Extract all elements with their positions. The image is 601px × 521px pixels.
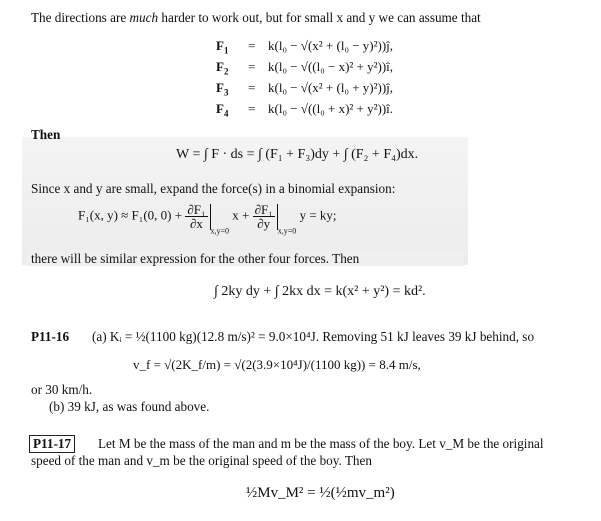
eval-point-1: x,y=0 — [210, 226, 230, 236]
binomial-text: Since x and y are small, expand the force(s) in a binomial expansion: — [31, 181, 396, 196]
force-label-1: $F_1$ — [216, 38, 229, 56]
expansion-lhs: F₁(x, y) ≈ F₁(0, 0) + — [78, 207, 183, 223]
force-rhs-2: k(l₀ − √((l₀ − x)² + y²))î, — [268, 59, 394, 74]
equals-sign-1: = — [248, 38, 256, 53]
eval-point-2: x,y=0 — [277, 226, 297, 236]
force-label-2: $F_2$ — [216, 59, 229, 77]
force-label-3: $F_3$ — [216, 80, 229, 98]
equals-sign-3: = — [248, 80, 256, 95]
expansion-mid: x + — [232, 207, 250, 223]
energy-equation: ½Mv_M² = ½(½mv_m²) — [246, 485, 395, 501]
partial-y: $\frac{\text{∂F₁}}{\partial y}$ — [254, 202, 273, 231]
p11-17-line-2: speed of the man and v_m be the original speed of the boy. Then — [31, 453, 372, 468]
partial-x: $\frac{\text{∂F₁}}{\partial x}$ — [187, 202, 206, 231]
part-b-line: (b) 39 kJ, as was found above. — [49, 399, 210, 414]
intro-emphasis: much — [129, 10, 159, 25]
p11-16-line: (a) Kᵢ = ½(1100 kg)(12.8 m/s)² = 9.0×10⁴J. Removing 51 kJ leaves 39 kJ behind, so — [92, 329, 535, 344]
force-rhs-1: k(l₀ − √(x² + (l₀ − y)²))ĵ, — [268, 38, 394, 53]
p11-17-line-1: Let M be the mass of the man and m be the mass of the boy. Let v_M be the original — [98, 436, 544, 451]
intro-text-b: harder to work out, but for small x and y we can assume that — [161, 10, 481, 25]
similar-text: there will be similar expression for the other four forces. Then — [31, 251, 360, 266]
equals-sign-2: = — [248, 59, 256, 74]
kmh-line: or 30 km/h. — [31, 382, 93, 397]
equals-sign-4: = — [248, 101, 256, 116]
problem-label-p11-16: P11-16 — [31, 329, 70, 344]
intro-line — [31, 10, 481, 26]
problem-label-p11-17: P11-17 — [29, 435, 75, 453]
expansion-equation — [78, 203, 337, 235]
then-label: Then — [31, 127, 61, 142]
velocity-equation: v_f = √(2K_f/m) = √(2(3.9×10⁴J)/(1100 kg)) = 8.4 m/s, — [133, 357, 421, 372]
force-rhs-4: k(l₀ − √((l₀ + x)² + y²))î. — [268, 101, 394, 116]
work-equation: W = ∫ F · ds = ∫ (F₁ + F₃)dy + ∫ (F₂ + F₄)dx. — [176, 147, 419, 162]
force-rhs-3: k(l₀ − √(x² + (l₀ + y)²))ĵ, — [268, 80, 394, 95]
expansion-tail: y = ky; — [299, 207, 337, 223]
intro-text-a: The directions are — [31, 10, 127, 25]
integral-result: ∫ 2ky dy + ∫ 2kx dx = k(x² + y²) = kd². — [214, 284, 426, 299]
force-label-4: $F_4$ — [216, 101, 229, 119]
